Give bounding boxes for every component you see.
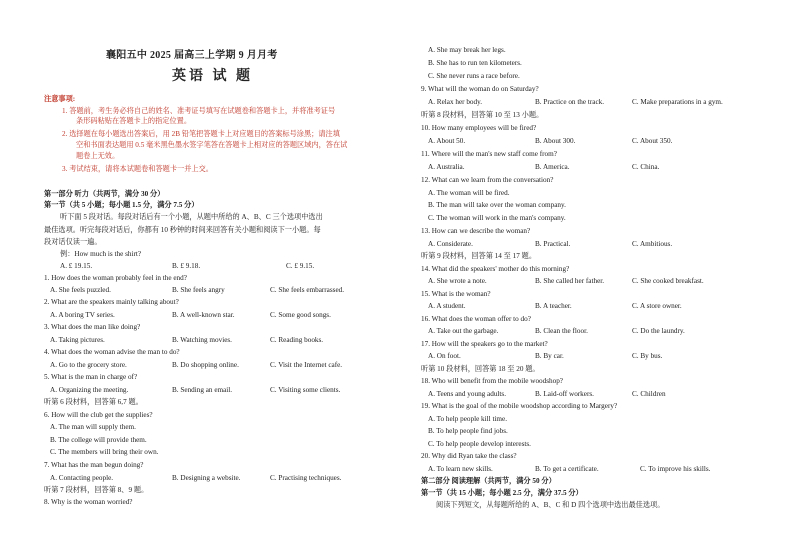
question: 7. What has the man begun doing? [44,461,144,469]
question: 5. What is the man in charge of? [44,373,138,381]
question: 18. Who will benefit from the mobile woodshop? [421,377,563,385]
option-c: C. To improve his skills. [640,465,711,473]
option-a: A. Australia. [428,163,465,171]
option-c: C. Ambitious. [632,240,673,248]
option-b: B. Clean the floor. [535,327,588,335]
part2-instruction: 阅读下列短文，从每题所给的 A、B、C 和 D 四个选项中选出最佳选项。 [436,501,665,509]
question: 2. What are the speakers mainly talking about? [44,298,179,306]
note-line: 空和书面表达题用 0.5 毫米黑色墨水签字笔答在答题卡上相对应的答题区域内，答在试 [76,141,348,149]
instruction-line: 听下面 5 段对话。每段对话后有一个小题，从题中所给的 A、B、C 三个选项中选出 [60,213,323,221]
question: 1. How does the woman probably feel in the end? [44,274,187,282]
school-title: 襄阳五中 2025 届高三上学期 9 月月考 [106,50,278,61]
option-a: A. The man will supply them. [50,423,136,431]
option-c: C. The members will bring their own. [50,448,159,456]
example-option-c: C. £ 9.15. [286,262,315,270]
option-c: C. China. [632,163,660,171]
option-b: B. Sending an email. [172,386,233,394]
option-c: C. Do the laundry. [632,327,685,335]
question: 17. How will the speakers go to the market? [421,340,548,348]
option-c: C. Reading books. [270,336,324,344]
option-b: B. Practice on the track. [535,98,605,106]
option-a: A. She wrote a note. [428,277,487,285]
option-a: A. About 50. [428,137,466,145]
part2-section1-heading: 第一节（共 15 小题；每小题 2.5 分，满分 37.5 分） [421,489,583,497]
option-a: A. Go to the grocery store. [50,361,127,369]
note-line: 2. 选择题在每小题选出答案后，用 2B 铅笔把答题卡上对应题目的答案标号涂黑；请注填 [62,130,340,138]
listen-instruction: 听第 10 段材料，回答第 18 至 20 题。 [421,365,540,373]
option-c: C. Visiting some clients. [270,386,341,394]
option-b: B. She feels angry [172,286,225,294]
option-b: B. By car. [535,352,564,360]
notes-heading: 注意事项: [44,95,76,103]
option-b: B. The man will take over the woman company. [428,201,566,209]
option-a: A. Relax her body. [428,98,483,106]
option-b: B. A well-known star. [172,311,235,319]
option-b: B. She called her father. [535,277,605,285]
option-b: B. A teacher. [535,302,572,310]
option-b: B. To help people find jobs. [428,427,508,435]
listen-instruction: 听第 9 段材料，回答第 14 至 17 题。 [421,252,537,260]
question: 19. What is the goal of the mobile woodshop according to Margery? [421,402,618,410]
question: 8. Why is the woman worried? [44,498,133,506]
option-a: A. Taking pictures. [50,336,105,344]
option-a: A. Take out the garbage. [428,327,499,335]
option-a: A. On foot. [428,352,461,360]
option-c: C. By bus. [632,352,663,360]
option-b: B. Laid-off workers. [535,390,594,398]
option-a: A. She may break her legs. [428,46,506,54]
question: 20. Why did Ryan take the class? [421,452,517,460]
option-c: C. Practising techniques. [270,474,342,482]
option-c: C. Visit the Internet cafe. [270,361,343,369]
option-a: A. Considerate. [428,240,473,248]
option-b: B. Practical. [535,240,571,248]
option-a: A. To learn new skills. [428,465,493,473]
option-b: B. About 300. [535,137,576,145]
option-c: C. She never runs a race before. [428,72,520,80]
instruction-line: 最佳选项。听完每段对话后，你都有 10 秒钟的时间来回答有关小题和阅读下一小题。每 [44,226,321,234]
note-line: 3. 考试结束，请将本试题卷和答题卡一并上交。 [62,165,213,173]
question: 12. What can we learn from the conversation? [421,176,554,184]
option-b: B. The college will provide them. [50,436,147,444]
question: 15. What is the woman? [421,290,491,298]
option-a: A. Teens and young adults. [428,390,507,398]
section1-heading: 第一节（共 5 小题；每小题 1.5 分，满分 7.5 分） [44,201,199,209]
question: 6. How will the club get the supplies? [44,411,153,419]
question: 13. How can we describe the woman? [421,227,531,235]
note-line: 条形码粘贴在答题卡上的指定位置。 [76,117,192,125]
instruction-line: 段对话仅读一遍。 [44,238,102,246]
question: 4. What does the woman advise the man to do? [44,348,180,356]
option-b: B. Do shopping online. [172,361,239,369]
option-c: C. The woman will work in the man's company. [428,214,566,222]
question: 16. What does the woman offer to do? [421,315,531,323]
option-a: A. She feels puzzled. [50,286,111,294]
option-a: A. To help people kill time. [428,415,508,423]
question: 3. What does the man like doing? [44,323,141,331]
option-b: B. America. [535,163,570,171]
option-c: C. About 350. [632,137,673,145]
question: 10. How many employees will be fired? [421,124,537,132]
subject-title: 英语 试 题 [172,69,253,84]
note-line: 1. 答题前，考生务必将自己的姓名、准考证号填写在试题卷和答题卡上，并将准考证号 [62,107,336,115]
option-a: A. Organizing the meeting. [50,386,129,394]
option-c: C. Make preparations in a gym. [632,98,723,106]
listen-instruction: 听第 6 段材料，回答第 6,7 题。 [44,398,143,406]
question: 11. Where will the man's new staff come from? [421,150,557,158]
option-b: B. Watching movies. [172,336,232,344]
question: 9. What will the woman do on Saturday? [421,85,539,93]
option-c: C. A store owner. [632,302,682,310]
option-b: B. She has to run ten kilometers. [428,59,522,67]
option-a: A. A student. [428,302,466,310]
option-c: C. She cooked breakfast. [632,277,704,285]
option-c: C. Children [632,390,666,398]
part1-heading: 第一部分 听力（共两节，满分 30 分） [44,190,165,198]
question: 14. What did the speakers' mother do this morning? [421,265,570,273]
option-c: C. Some good songs. [270,311,331,319]
example-option-a: A. £ 19.15. [60,262,93,270]
listen-instruction: 听第 8 段材料，回答第 10 至 13 小题。 [421,111,544,119]
note-line: 题卷上无效。 [76,152,120,160]
option-b: B. To get a certificate. [535,465,599,473]
part2-heading: 第二部分 阅读理解（共两节，满分 50 分） [421,477,556,485]
example-option-b: B. £ 9.18. [172,262,201,270]
option-c: C. She feels embarrassed. [270,286,345,294]
example-question: 例：How much is the shirt? [60,250,142,258]
option-a: A. The woman will be fired. [428,189,510,197]
option-a: A. A boring TV series. [50,311,115,319]
option-a: A. Contacting people. [50,474,114,482]
option-c: C. To help people develop interests. [428,440,531,448]
option-b: B. Designing a website. [172,474,241,482]
listen-instruction: 听第 7 段材料，回答第 8、9 题。 [44,486,149,494]
